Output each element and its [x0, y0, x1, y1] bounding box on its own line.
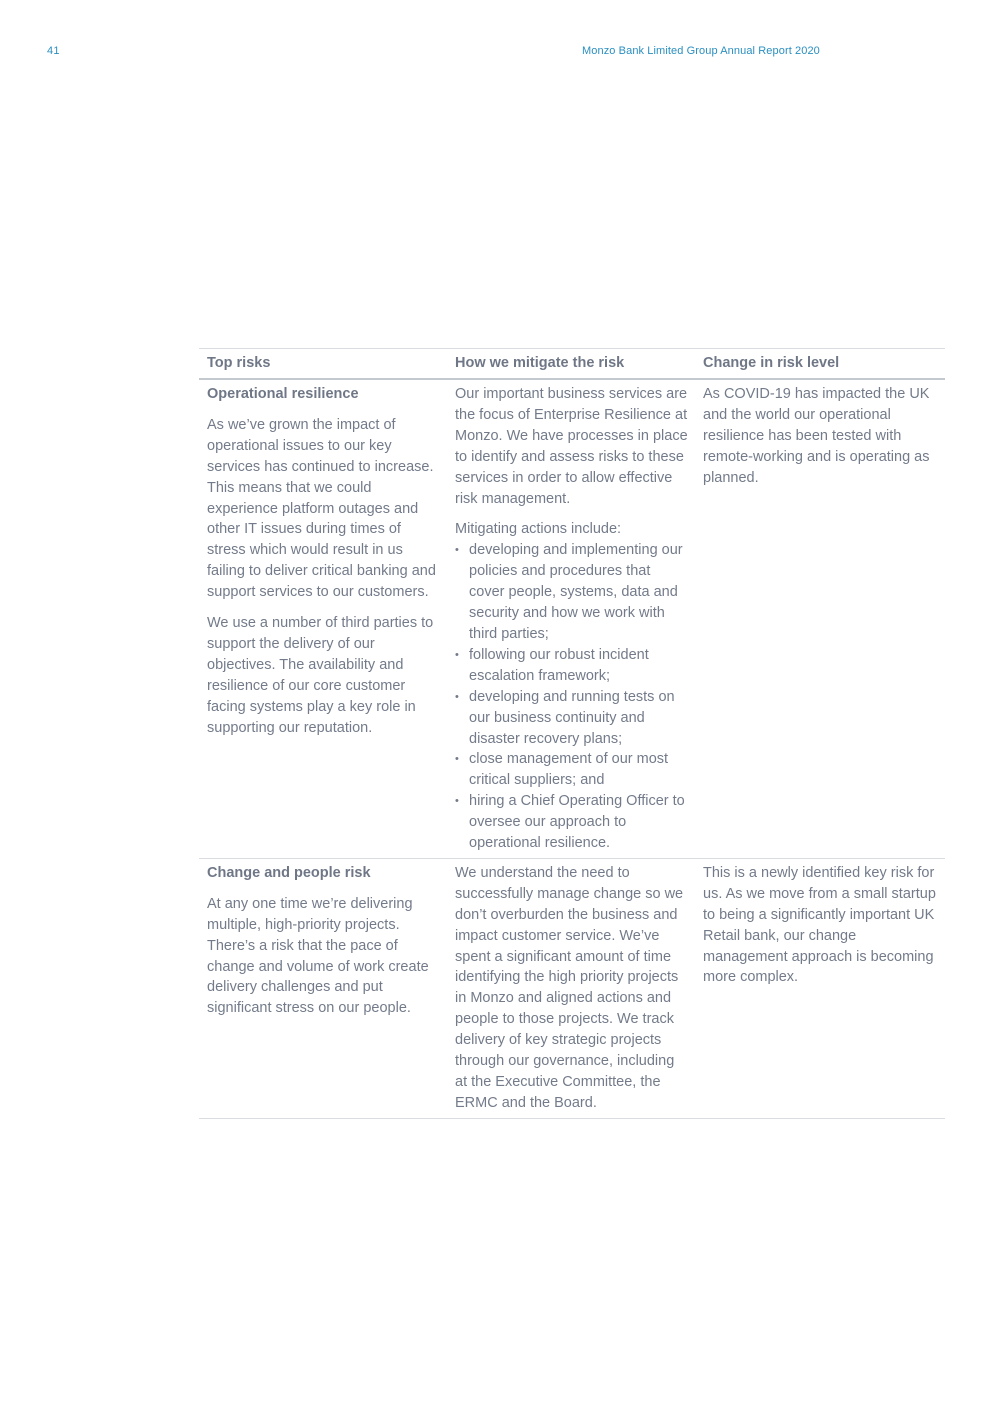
list-item	[455, 791, 689, 854]
list-item-text: following our robust incident escalation framework;	[469, 646, 649, 684]
change-text: As COVID-19 has impacted the UK and the world our operational resilience has been tested with remote-working and is operating as planned.	[703, 386, 930, 486]
mitigation-cell	[447, 858, 695, 1118]
change-cell	[695, 858, 945, 1118]
risk-cell	[199, 379, 447, 858]
mitigation-cell	[447, 379, 695, 858]
table-row	[199, 379, 945, 858]
list-item	[455, 687, 689, 750]
risk-table	[199, 348, 945, 1119]
list-item-text: close management of our most critical suppliers; and	[469, 751, 669, 789]
mitigation-list-title: Mitigating actions include:	[455, 521, 622, 538]
table-row	[199, 858, 945, 1118]
list-item	[455, 645, 689, 687]
risk-title: Operational resilience	[207, 386, 359, 402]
mitigation-text: Our important business services are the focus of Enterprise Resilience at Monzo. We have processes in place to identify and assess risks to these services in order to allow effective risk management.	[455, 386, 688, 507]
mitigation-text: We understand the need to successfully manage change so we don’t overburden the business and impact customer service. We’ve spent a significant amount of time identifying the high priority projects in Monzo and aligned actions and people to those projects. We track delivery of key strategic projects through our governance, including at the Executive Committee, the ERMC and the Board.	[455, 864, 684, 1111]
column-header-change-in-risk: Change in risk level	[695, 349, 945, 380]
bullet-icon: •	[455, 648, 459, 661]
change-text: This is a newly identified key risk for us. As we move from a small startup to being a significantly important UK Retail bank, our change management approach is becoming more complex.	[703, 864, 936, 986]
change-cell	[695, 379, 945, 858]
list-item-text: developing and running tests on our business continuity and disaster recovery plans;	[469, 688, 675, 747]
risk-description: We use a number of third parties to support the delivery of our objectives. The availability and resilience of our core customer facing systems play a key role in supporting our reputation.	[207, 615, 434, 736]
page-number: 41	[47, 45, 60, 57]
column-header-top-risks: Top risks	[199, 349, 447, 380]
report-title: Monzo Bank Limited Group Annual Report 2020	[582, 45, 820, 57]
bullet-icon: •	[455, 544, 459, 557]
list-item-text: hiring a Chief Operating Officer to oversee our approach to operational resilience.	[469, 793, 685, 852]
bullet-icon: •	[455, 795, 459, 808]
bullet-icon: •	[455, 690, 459, 703]
risk-cell	[199, 858, 447, 1118]
list-item	[455, 749, 689, 791]
risk-description: At any one time we’re delivering multiple, high-priority projects. There’s a risk that the pace of change and volume of work create delivery challenges and put significant stress on our people.	[207, 895, 429, 1017]
table-header-row	[199, 349, 945, 380]
mitigation-list	[455, 540, 689, 854]
risk-description: As we’ve grown the impact of operational issues to our key services has continued to increase. This means that we could experience platform outages and other IT issues during times of stress which would result in us failing to deliver critical banking and support services to our customers.	[207, 416, 436, 601]
list-item-text: developing and implementing our policies and procedures that cover people, systems, data and security and how we work with third parties;	[469, 542, 683, 642]
risk-title: Change and people risk	[207, 864, 371, 881]
bullet-icon: •	[455, 753, 459, 766]
column-header-mitigation: How we mitigate the risk	[447, 349, 695, 380]
list-item	[455, 540, 689, 645]
